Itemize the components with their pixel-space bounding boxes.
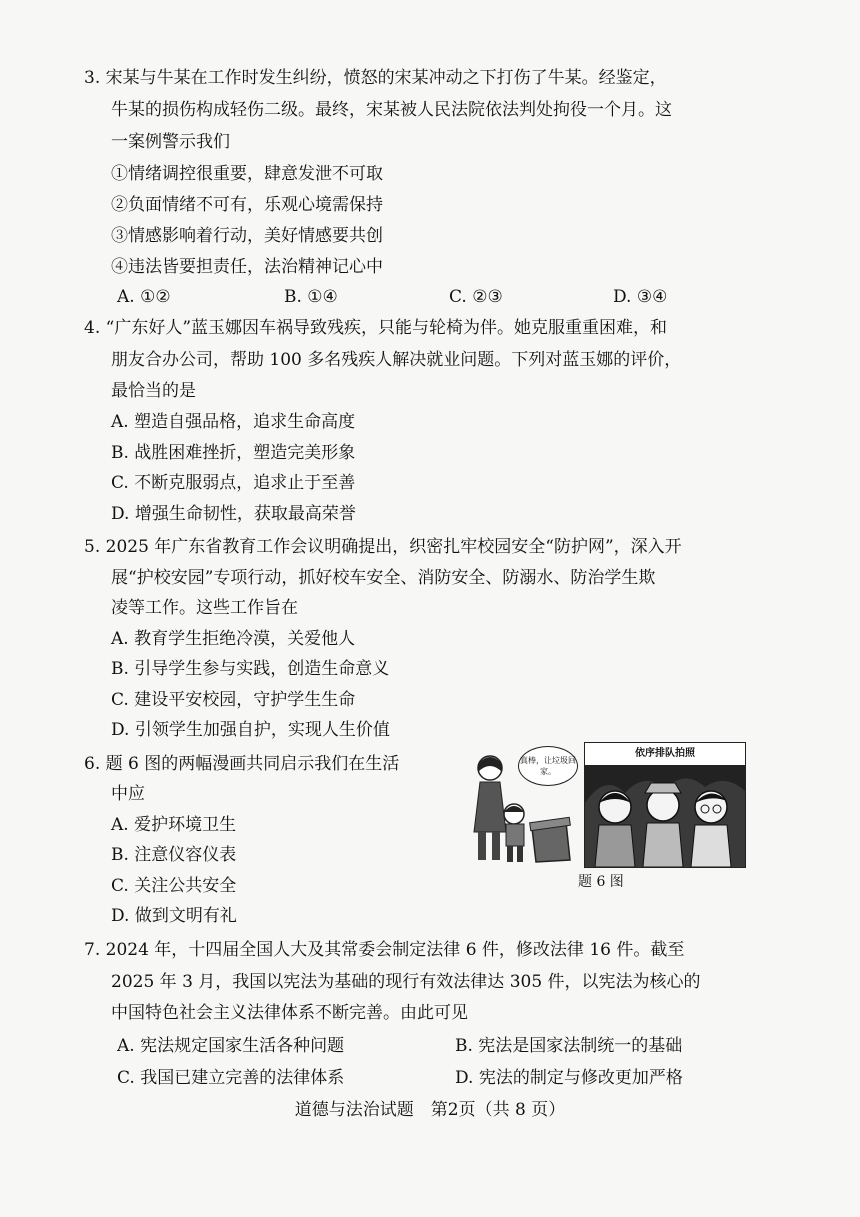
q4-option-a[interactable]: A. 塑造自强品格，追求生命高度 xyxy=(111,412,356,432)
q5-option-a[interactable]: A. 教育学生拒绝冷漠，关爱他人 xyxy=(111,629,356,649)
q6-option-d[interactable]: D. 做到文明有礼 xyxy=(111,906,237,926)
q4-stem-line-2: 朋友合办公司，帮助 100 多名残疾人解决就业问题。下列对蓝玉娜的评价， xyxy=(111,350,682,370)
q7-stem-line-2: 2025 年 3 月，我国以宪法为基础的现行有效法律达 305 件，以宪法为核心的 xyxy=(111,972,701,992)
page-footer: 道德与法治试题 第2页（共 8 页） xyxy=(294,1100,566,1120)
q4-stem-line-1: 4. “广东好人”蓝玉娜因车祸导致残疾，只能与轮椅为伴。她克服重重困难，和 xyxy=(84,318,668,338)
q4-option-c[interactable]: C. 不断克服弱点，追求止于至善 xyxy=(111,473,356,493)
q7-option-c[interactable]: C. 我国已建立完善的法律体系 xyxy=(117,1068,345,1088)
q3-option-c[interactable]: C. ②③ xyxy=(449,287,503,307)
q5-option-b[interactable]: B. 引导学生参与实践，创造生命意义 xyxy=(111,659,390,679)
queue-photo-illustration xyxy=(585,743,745,867)
figure-caption: 题 6 图 xyxy=(578,874,624,890)
speech-bubble: 真棒，让垃圾回家。 xyxy=(518,746,578,786)
q6-option-c[interactable]: C. 关注公共安全 xyxy=(111,876,237,896)
q6-comic-figure xyxy=(462,742,744,870)
q6-option-a[interactable]: A. 爱护环境卫生 xyxy=(111,815,237,835)
q4-option-b[interactable]: B. 战胜困难挫折，塑造完美形象 xyxy=(111,443,356,463)
q5-stem-line-1: 5. 2025 年广东省教育工作会议明确提出，织密扎牢校园安全“防护网”，深入开 xyxy=(84,537,682,557)
q3-stem-line-1: 3. 宋某与牛某在工作时发生纠纷，愤怒的宋某冲动之下打伤了牛某。经鉴定， xyxy=(84,68,667,88)
q7-stem-line-3: 中国特色社会主义法律体系不断完善。由此可见 xyxy=(111,1003,468,1023)
q3-option-b[interactable]: B. ①④ xyxy=(284,287,338,307)
q5-stem-line-3: 凌等工作。这些工作旨在 xyxy=(111,598,298,618)
q5-stem-line-2: 展“护校安园”专项行动，抓好校车安全、消防安全、防溺水、防治学生欺 xyxy=(111,568,656,588)
q3-statement-4: ④违法皆要担责任，法治精神记心中 xyxy=(111,257,383,277)
q5-option-c[interactable]: C. 建设平安校园，守护学生生命 xyxy=(111,690,356,710)
q3-option-a[interactable]: A. ①② xyxy=(117,287,171,307)
q3-stem-line-2: 牛某的损伤构成轻伤二级。最终，宋某被人民法院依法判处拘役一个月。这 xyxy=(111,100,672,120)
q3-option-d[interactable]: D. ③④ xyxy=(613,287,668,307)
q3-statement-1: ①情绪调控很重要，肆意发泄不可取 xyxy=(111,164,383,184)
comic-panel-trash xyxy=(462,742,586,866)
q7-option-a[interactable]: A. 宪法规定国家生活各种问题 xyxy=(117,1036,345,1056)
q4-option-d[interactable]: D. 增强生命韧性，获取最高荣誉 xyxy=(111,504,356,524)
q3-statement-2: ②负面情绪不可有，乐观心境需保持 xyxy=(111,195,383,215)
q7-stem-line-1: 7. 2024 年，十四届全国人大及其常委会制定法律 6 件，修改法律 16 件。截至 xyxy=(84,940,685,960)
q6-stem-line-1: 6. 题 6 图的两幅漫画共同启示我们在生活 xyxy=(84,754,400,774)
q3-stem-line-3: 一案例警示我们 xyxy=(111,132,230,152)
comic-banner: 依序排队拍照 xyxy=(585,743,745,765)
q7-option-d[interactable]: D. 宪法的制定与修改更加严格 xyxy=(455,1068,683,1088)
comic-panel-queue xyxy=(584,742,746,868)
q5-option-d[interactable]: D. 引领学生加强自护，实现人生价值 xyxy=(111,720,390,740)
q3-statement-3: ③情感影响着行动，美好情感要共创 xyxy=(111,226,383,246)
q6-option-b[interactable]: B. 注意仪容仪表 xyxy=(111,845,237,865)
q4-stem-line-3: 最恰当的是 xyxy=(111,381,196,401)
q6-stem-line-2: 中应 xyxy=(111,784,145,804)
q7-option-b[interactable]: B. 宪法是国家法制统一的基础 xyxy=(455,1036,683,1056)
